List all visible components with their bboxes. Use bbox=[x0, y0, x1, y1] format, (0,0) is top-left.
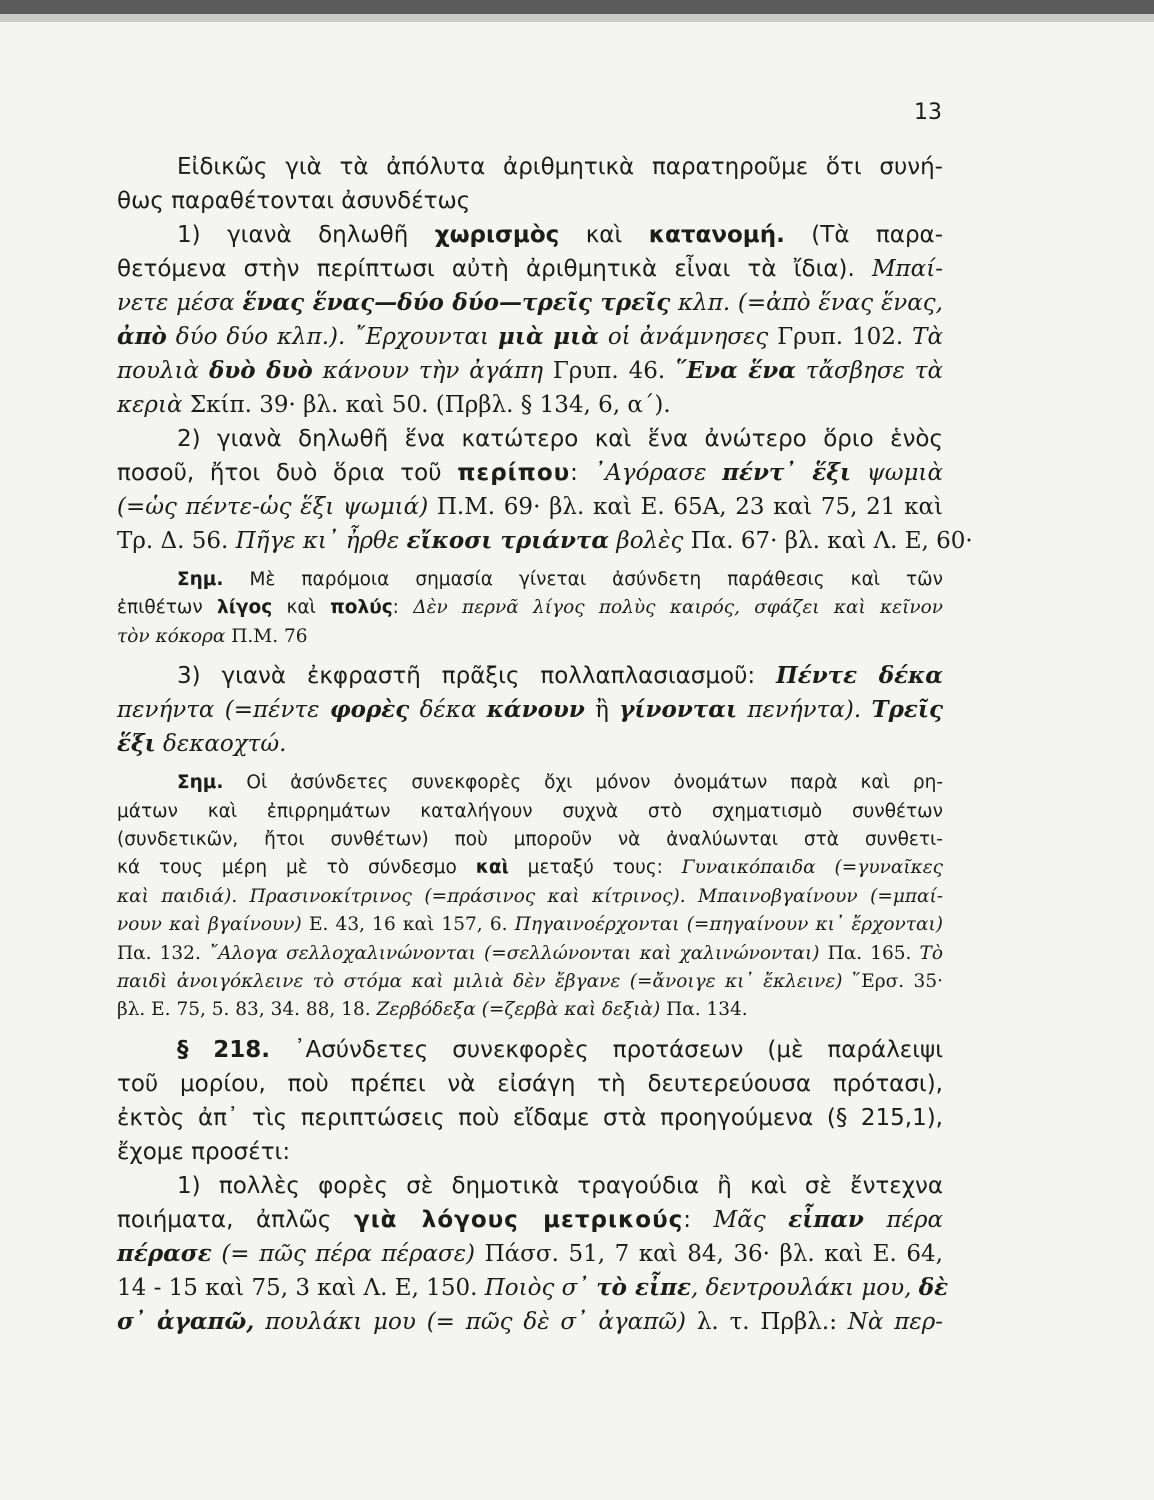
text-run: Εἰδικῶς γιὰ τὰ ἀπόλυτα ἀριθμητικὰ παρατηροῦμε ὅτι συνή- bbox=[177, 154, 943, 180]
text-run: (συνδετικῶν, ἤτοι συνθέτων) ποὺ μποροῦν νὰ ἀναλύωνται στὰ συνθετι- bbox=[117, 828, 943, 850]
text-run: περίπου bbox=[457, 460, 571, 486]
text-line bbox=[117, 150, 943, 184]
text-line bbox=[117, 1271, 949, 1305]
note-compounds bbox=[117, 769, 943, 1025]
text-run: Πα. 134. bbox=[666, 999, 748, 1021]
text-run: ᾿Αγόρασε bbox=[593, 460, 723, 486]
text-run: Ποιὸς σ᾿ bbox=[484, 1274, 597, 1301]
text-run: Μὲ παρόμοια σημασία γίνεται ἀσύνδετη παράθεσις καὶ τῶν bbox=[223, 569, 943, 590]
text-run: Οἱ ἀσύνδετες συνεκφορὲς ὄχι μόνον ὀνομάτων παρὰ καὶ ρη- bbox=[223, 772, 943, 794]
text-run: Μᾶς bbox=[713, 1206, 789, 1233]
text-run: Γυναικόπαιδα (=γυναῖκες bbox=[681, 857, 943, 879]
text-run: κά τους μέρη μὲ τὸ σύνδεσμο bbox=[117, 857, 476, 879]
text-run: Τρ. Δ. 56. bbox=[117, 528, 236, 554]
text-run: ᾿Ασύνδετες συνεκφορὲς προτάσεων (μὲ παράλειψι bbox=[269, 1036, 943, 1063]
text-run: γίνονται bbox=[619, 696, 738, 724]
text-line bbox=[117, 826, 943, 854]
text-line bbox=[117, 388, 943, 422]
text-line bbox=[117, 1067, 943, 1101]
text-run: δυὸ δυὸ bbox=[208, 357, 313, 384]
text-run: πουλάκι μου (= πῶς δὲ σ᾿ ἀγαπῶ) bbox=[254, 1308, 697, 1335]
text-run: πουλιὰ bbox=[117, 358, 209, 384]
text-line bbox=[117, 490, 943, 524]
text-line bbox=[117, 320, 943, 354]
text-run: ἕνας ἕνας—δύο δύο—τρεῖς τρεῖς bbox=[242, 289, 671, 316]
text-run: Ζερβόδεξα (=ζερβὰ καὶ δεξιὰ) bbox=[376, 999, 667, 1021]
text-line bbox=[117, 798, 943, 826]
text-run: ποσοῦ, ἤτοι δυὸ ὅρια τοῦ bbox=[117, 460, 458, 486]
text-run: 14 - 15 καὶ 75, 3 καὶ Λ. Ε, 150. bbox=[117, 1274, 485, 1301]
text-run: Τρεῖς bbox=[871, 696, 943, 724]
text-run: Π.Μ. 69· βλ. καὶ Ε. 65Α, 23 καὶ 75, 21 καὶ bbox=[436, 494, 943, 520]
text-run: πέντ᾿ ἕξι bbox=[722, 459, 851, 486]
text-run: καὶ παιδιά). Πρασινοκίτρινος (=πράσινος καὶ κίτρινος). Μπαινοβγαίνουν (=μπαί- bbox=[117, 885, 943, 907]
text-run: μάτων καὶ ἐπιρρημάτων καταλήγουν συχνὰ στὸ σχηματισμὸ συνθέτων bbox=[117, 800, 943, 822]
text-run: (Τὰ παρα- bbox=[784, 222, 944, 248]
text-run: πολύς bbox=[330, 597, 393, 619]
text-run: ἐπιθέτων bbox=[117, 597, 217, 619]
text-run: λίγος bbox=[216, 597, 273, 619]
text-line bbox=[117, 1135, 943, 1169]
text-run: κάνουν τὴν ἀγάπη bbox=[312, 358, 553, 384]
text-run: ῎Αλογα σελλοχαλινώνονται (=σελλώνονται καὶ χαλινώνονται) bbox=[208, 942, 828, 964]
text-run: (=ὡς πέντε-ὡς ἕξι ψωμιά) bbox=[117, 494, 437, 520]
section-218 bbox=[117, 1033, 943, 1169]
text-run: πέρα bbox=[863, 1206, 944, 1233]
text-line bbox=[117, 286, 943, 320]
text-run: νουν καὶ βγαίνουν) bbox=[117, 914, 309, 936]
text-run: 3) γιανὰ ἐκφραστῆ πρᾶξις πολλαπλασιασμοῦ: bbox=[177, 663, 777, 690]
text-line bbox=[117, 769, 943, 797]
text-run: 1) γιανὰ δηλωθῆ bbox=[177, 222, 435, 248]
text-run: καὶ bbox=[559, 222, 649, 248]
text-run: Τὸ bbox=[919, 942, 944, 964]
text-run: θως παραθέτονται ἀσυνδέτως bbox=[117, 188, 471, 214]
text-run: πενήντα). bbox=[737, 697, 872, 724]
text-run: δέκα bbox=[409, 697, 487, 724]
text-run: κεριὰ bbox=[117, 392, 190, 418]
text-line bbox=[117, 911, 943, 939]
text-run: λ. τ. Πρβλ.: bbox=[696, 1308, 848, 1335]
text-line bbox=[117, 354, 943, 388]
paragraph-218-item-1-metrical bbox=[117, 1169, 949, 1339]
text-run: ῞Ενα ἕνα bbox=[675, 357, 796, 384]
text-run: καὶ bbox=[272, 597, 331, 619]
text-run: Πηγαινοέρχονται (=πηγαίνουν κι᾿ ἔρχονται) bbox=[514, 914, 943, 936]
text-line bbox=[117, 1033, 943, 1067]
text-run: δεκαοχτώ. bbox=[155, 731, 287, 758]
text-line bbox=[117, 566, 943, 594]
scan-top-shadow bbox=[0, 14, 1154, 22]
text-run: κάνουν bbox=[486, 696, 585, 724]
page-body bbox=[117, 150, 973, 1339]
text-run: ψωμιὰ bbox=[851, 460, 943, 486]
text-line bbox=[117, 996, 943, 1024]
text-run: Πα. 165. bbox=[827, 942, 920, 964]
text-run: δύο δύο κλπ.). ῎Ερχουνται bbox=[166, 324, 498, 350]
scan-top-border bbox=[0, 0, 1154, 14]
text-run: Γρυπ. 102. bbox=[777, 324, 913, 350]
text-run: Πα. 67· βλ. καὶ Λ. Ε, 60· bbox=[690, 528, 973, 554]
text-run: Πάσσ. 51, 7 καὶ 84, 36· βλ. καὶ Ε. 64, bbox=[484, 1240, 943, 1267]
text-run: ἔχομε προσέτι: bbox=[117, 1138, 291, 1165]
text-run: πέρασε bbox=[117, 1239, 212, 1267]
text-line bbox=[117, 422, 943, 456]
text-run: , δεντρουλάκι μου, bbox=[690, 1274, 919, 1301]
text-line bbox=[117, 184, 943, 218]
text-run: Πα. 132. bbox=[117, 942, 209, 964]
text-run: ποιήματα, ἀπλῶς bbox=[117, 1206, 355, 1233]
text-run: εἶπαν bbox=[788, 1205, 864, 1233]
text-run: Νὰ περ- bbox=[847, 1308, 943, 1335]
text-run: γιὰ λόγους μετρικούς bbox=[354, 1206, 684, 1233]
text-run: (= πῶς πέρα πέρασε) bbox=[211, 1240, 485, 1267]
text-run: : bbox=[683, 1206, 714, 1233]
paragraph-item-1-distribution bbox=[117, 218, 943, 422]
text-run: χωρισμὸς bbox=[434, 222, 560, 248]
text-line bbox=[117, 1203, 943, 1237]
text-run: ῞Ερσ. 35· bbox=[851, 970, 943, 992]
text-run: Πέντε δέκα bbox=[776, 662, 943, 690]
text-line bbox=[117, 940, 943, 968]
text-run: τἄσβησε τὰ bbox=[795, 358, 943, 384]
text-line bbox=[117, 659, 943, 693]
paragraph-item-3-multiplication bbox=[117, 659, 943, 761]
text-line bbox=[117, 854, 943, 882]
text-run: Σκίπ. 39· βλ. καὶ 50. (Πρβλ. § 134, 6, α΄). bbox=[189, 392, 671, 418]
text-run: : bbox=[570, 460, 594, 486]
text-line bbox=[117, 1237, 943, 1271]
text-line bbox=[117, 693, 943, 727]
text-line bbox=[117, 1169, 943, 1203]
text-line bbox=[117, 456, 943, 490]
note-ligos-polys bbox=[117, 566, 943, 651]
text-run: Πῆγε κι᾿ ἦρθε bbox=[235, 528, 407, 554]
text-run: δὲ bbox=[918, 1273, 949, 1301]
text-run: 2) γιανὰ δηλωθῆ ἕνα κατώτερο καὶ ἕνα ἀνώτερο ὅριο ἑνὸς bbox=[177, 426, 943, 452]
text-run: βλ. Ε. 75, 5. 83, 34. 88, 18. bbox=[117, 999, 377, 1021]
text-run: Μπαί- bbox=[872, 256, 943, 282]
paragraph-absolute-numerals bbox=[117, 150, 943, 218]
text-run: 1) πολλὲς φορὲς σὲ δημοτικὰ τραγούδια ἢ καὶ σὲ ἔντεχνα bbox=[177, 1172, 943, 1199]
text-line bbox=[117, 623, 943, 651]
text-line bbox=[117, 524, 973, 558]
text-run: Ε. 43, 16 καὶ 157, 6. bbox=[308, 914, 515, 936]
text-line bbox=[117, 968, 943, 996]
text-run: § 218. bbox=[177, 1036, 270, 1063]
text-run: εἴκοσι τριάντα bbox=[406, 527, 610, 554]
text-run: μεταξύ τους: bbox=[508, 857, 682, 879]
text-run: Σημ. bbox=[177, 772, 224, 794]
text-run: Δὲν περνᾶ λίγος πολὺς καιρός, σφάζει καὶ κεῖνον bbox=[413, 597, 943, 619]
text-line bbox=[117, 727, 943, 761]
text-run: θετόμενα στὴν περίπτωσι αὐτὴ ἀριθμητικὰ εἶναι τὰ ἴδια). bbox=[117, 256, 872, 282]
text-run: Τὰ bbox=[912, 324, 943, 350]
text-line bbox=[117, 1305, 943, 1339]
text-line bbox=[117, 1101, 943, 1135]
page-number: 13 bbox=[914, 100, 942, 125]
text-run: Σημ. bbox=[177, 569, 224, 590]
text-run: καὶ bbox=[475, 857, 509, 879]
text-run: τοῦ μορίου, ποὺ πρέπει νὰ εἰσάγη τὴ δευτερεύουσα πρότασι), bbox=[117, 1070, 943, 1097]
text-run: φορὲς bbox=[329, 696, 410, 724]
text-run: τὸ εἶπε bbox=[596, 1273, 691, 1301]
text-run: Γρυπ. 46. bbox=[552, 358, 676, 384]
text-run: κατανομή. bbox=[648, 222, 785, 248]
text-line bbox=[117, 252, 943, 286]
text-run: οἱ ἀνάμνησες bbox=[598, 324, 778, 350]
text-run: : bbox=[392, 597, 414, 619]
text-run: βολὲς bbox=[609, 528, 691, 554]
text-line bbox=[117, 218, 943, 252]
text-run: ἕξι bbox=[117, 730, 156, 758]
text-line bbox=[117, 594, 943, 622]
text-run: νετε μέσα bbox=[117, 290, 243, 316]
text-run: παιδὶ ἀνοιγόκλεινε τὸ στόμα καὶ μιλιὰ δὲν ἔβγανε (=ἄνοιγε κι᾿ ἔκλεινε) bbox=[117, 970, 852, 992]
text-run: πενήντα (=πέντε bbox=[117, 697, 330, 724]
text-run: Π.Μ. 76 bbox=[231, 625, 308, 647]
text-run: ἐκτὸς ἀπ᾿ τὶς περιπτώσεις ποὺ εἴδαμε στὰ προηγούμενα (§ 215,1), bbox=[117, 1104, 943, 1131]
text-run: σ᾿ ἀγαπῶ, bbox=[117, 1307, 255, 1335]
paragraph-item-2-approximation bbox=[117, 422, 973, 558]
text-run: ἢ bbox=[584, 697, 620, 724]
text-run: τὸν κόκορα bbox=[117, 625, 232, 647]
text-run: μιὰ μιὰ bbox=[497, 323, 599, 350]
text-line bbox=[117, 883, 943, 911]
text-run: κλπ. (=ἀπὸ ἕνας ἕνας, bbox=[670, 290, 943, 316]
text-run: ἀπὸ bbox=[117, 323, 167, 350]
